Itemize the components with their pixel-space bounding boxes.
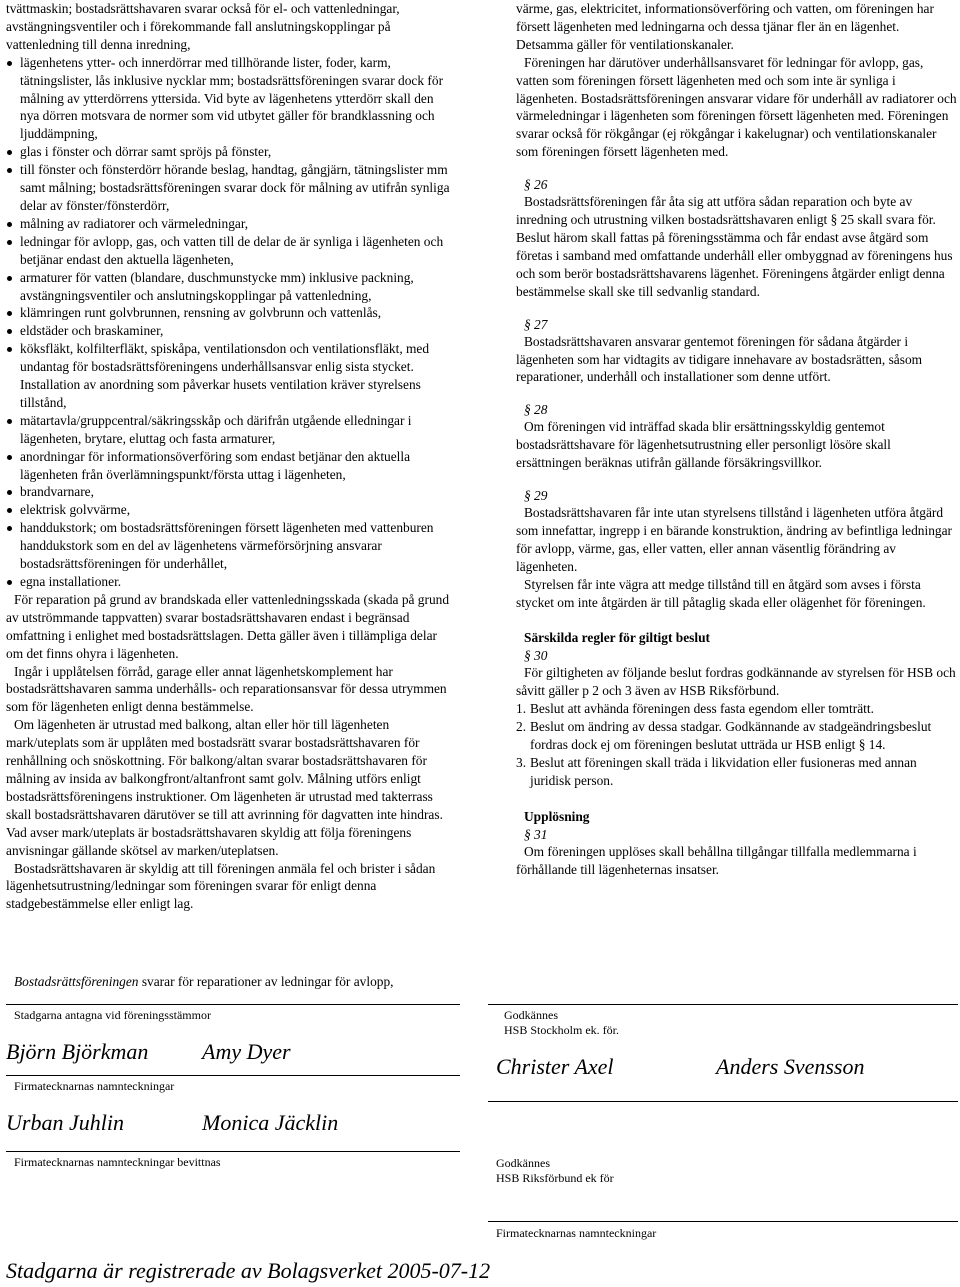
- section-number: § 28: [524, 402, 548, 418]
- list-item: [516, 754, 958, 790]
- signature-rule-2: [6, 1151, 460, 1152]
- list-number: 2.: [516, 719, 527, 735]
- approval-1-line-1: Godkännes: [504, 1008, 558, 1022]
- footer-rest: svarar för reparationer av ledningar för avlopp,: [138, 974, 394, 989]
- bullet-item: köksfläkt, kolfilterfläkt, spiskåpa, ventilationsdon och ventilationsfläkt, med undantag för bostadsrättsföreningens underhållsansvar enlig sista stycket. Installation av anordning som påverkar husets ventilation kräver styrelsens tillstånd,: [6, 340, 452, 412]
- approval-rule-top: [488, 1004, 958, 1005]
- numbered-list: [516, 700, 958, 790]
- bullet-item: till fönster och fönsterdörr hörande beslag, handtag, gångjärn, tätningslister mm samt målning; bostadsrättsföreningen svarar dock för målning av utifrån synliga delar av fönster/fönsterdörr,: [6, 161, 452, 215]
- signature-rule-1: [6, 1075, 460, 1076]
- section-number: § 30: [524, 648, 548, 664]
- paragraph: Om föreningen upplöses skall behållna tillgångar tillfalla medlemmarna i förhållande till lägenheternas insatser.: [516, 843, 917, 877]
- list-number: 3.: [516, 754, 527, 770]
- adopted-label: Stadgarna antagna vid föreningsstämmor: [14, 1008, 211, 1022]
- approval-rule-bottom: [488, 1221, 958, 1222]
- section-number: § 31: [524, 826, 548, 842]
- bullet-item: elektrisk golvvärme,: [6, 501, 452, 519]
- bullet-item: armaturer för vatten (blandare, duschmunstycke mm) inklusive packning, avstängningsventiler och anslutningskopplingar på vattenledning,: [6, 269, 452, 305]
- bullet-item: ledningar för avlopp, gas, och vatten till de delar de är synliga i lägenheten och betjänar endast den aktuella lägenheten,: [6, 233, 452, 269]
- signature-rule-top: [6, 1004, 460, 1005]
- paragraph: tvättmaskin; bostadsrättshavaren svarar också för el- och vattenledningar, avstängningsventiler och i förekommande fall anslutningskopplingar på vattenledning till denna inredning,: [6, 1, 400, 52]
- approval-2-line-1: Godkännes: [496, 1156, 550, 1170]
- section-number: § 29: [524, 488, 548, 504]
- list-number: 1.: [516, 701, 527, 717]
- signature-urban-juhlin: Urban Juhlin: [6, 1110, 124, 1135]
- bullet-item: glas i fönster och dörrar samt spröjs på fönster,: [6, 143, 452, 161]
- list-text: Beslut att avhända föreningen dess fasta egendom eller tomträtt.: [530, 701, 874, 717]
- bullet-item: brandvarnare,: [6, 483, 452, 501]
- paragraph: Bostadsrättshavaren är skyldig att till föreningen anmäla fel och brister i sådan lägenhetsutrustning/ledningar som föreningen svarar för enligt denna stadgebestämmelse eller enligt lag.: [6, 860, 436, 912]
- approval-rule-mid: [488, 1101, 958, 1102]
- list-item: [516, 718, 958, 754]
- left-column: [6, 0, 452, 913]
- section-number: § 26: [524, 177, 548, 193]
- paragraph: Bostadsrättshavaren ansvarar gentemot föreningen för sådana åtgärder i lägenheten som har vidtagits av tidigare innehavare av bostadsrätten, såsom reparationer, underhåll och installationer som denne utfört.: [516, 333, 923, 385]
- paragraph: Om lägenheten är utrustad med balkong, altan eller hör till lägenheten mark/uteplats som är upplåten med bostadsrätt svarar bostadsrättshavaren för renhållning och snöskottning. För balkong/altan svarar bostadsrättshavaren för målning av insida av balkongfront/altanfront samt golv. Målning utförs enligt bostadsrättsföreningens instruktioner. Om lägenheten är utrustad med takterrass skall bostadsrättshavaren därutöver se till att avrinning för dagvatten inte hindras. Vad avser mark/uteplats är bostadsrättshavaren skyldig att följa föreningens anvisningar gällande skötsel av marken/uteplatsen.: [6, 717, 443, 858]
- list-item: [516, 700, 958, 718]
- footer-lead: Bostadsrättsföreningen: [14, 974, 139, 989]
- paragraph: värme, gas, elektricitet, informationsöverföring och vatten, om föreningen har försett lägenheten med ledningarna och dessa tjänar fler än en lägenhet. Detsamma gäller för ventilationskanaler.: [516, 1, 934, 52]
- approval-1-line-2: HSB Stockholm ek. för.: [504, 1023, 620, 1037]
- list-text: Beslut att föreningen skall träda i likvidation eller fusioneras med annan juridisk person.: [530, 754, 917, 788]
- signature-caption-2: Firmatecknarnas namnteckningar bevittnas: [14, 1155, 221, 1169]
- signature-monica-jacklin: Monica Jäcklin: [202, 1110, 339, 1135]
- section-heading: Särskilda regler för giltigt beslut: [524, 630, 710, 646]
- signature-amy-dyer: Amy Dyer: [202, 1039, 291, 1064]
- signature-caption-1: Firmatecknarnas namnteckningar: [14, 1079, 175, 1093]
- paragraph: Ingår i upplåtelsen förråd, garage eller annat lägenhetskomplement har bostadsrättshavaren samma underhålls- och reparationsansvar för dessa utrymmen som för lägenheten enligt denna bestämmelse.: [6, 663, 447, 715]
- bullet-item: egna installationer.: [6, 573, 452, 591]
- paragraph: För reparation på grund av brandskada eller vattenledningsskada (skada på grund av utströmmande tappvatten) svarar bostadsrättshavaren endast i begränsad omfattning i enlighet med bostadsrättslagen. Detta gäller även i tillämpliga delar om det finns ohyra i lägenheten.: [6, 591, 450, 661]
- section-number: § 27: [524, 316, 548, 332]
- bullet-item: klämringen runt golvbrunnen, rensning av golvbrunn och vattenlås,: [6, 304, 452, 322]
- paragraph: För giltigheten av följande beslut fordras godkännande av styrelsen för HSB och såvitt gäller p 2 och 3 även av HSB Riksförbund.: [516, 665, 956, 699]
- section-heading: Upplösning: [524, 808, 590, 824]
- signature-anders-svensson: Anders Svensson: [716, 1054, 865, 1079]
- bullet-item: anordningar för informationsöverföring som endast betjänar den aktuella lägenheten från överlämningspunkt/första uttag i lägenheten,: [6, 448, 452, 484]
- paragraph: Om föreningen vid inträffad skada blir ersättningsskyldig gentemot bostadsrättshavare för lägenhetsutrustning eller personligt lösöre skall ersättningen beräknas utifrån gällande försäkringsvillkor.: [516, 419, 891, 471]
- list-text: Beslut om ändring av dessa stadgar. Godkännande av stadgeändringsbeslut fordras dock ej om föreningen beslutat utträda ur HSB enligt § 14.: [530, 719, 932, 752]
- bullet-item: målning av radiatorer och värmeledningar,: [6, 215, 452, 233]
- bullet-item: eldstäder och braskaminer,: [6, 322, 452, 340]
- signature-bjorn-bjorkman: Björn Björkman: [6, 1039, 149, 1064]
- paragraph: Styrelsen får inte vägra att medge tillstånd till en åtgärd som avses i första stycket om inte åtgärden är till påtaglig skada eller olägenhet för föreningen.: [516, 576, 926, 610]
- bullet-item: handdukstork; om bostadsrättsföreningen försett lägenheten med vattenburen handdukstork som en del av lägenhetens värmeförsörjning ansvarar bostadsrättsföreningen för underhållet,: [6, 519, 452, 573]
- signature-christer-axel: Christer Axel: [496, 1054, 614, 1079]
- paragraph: Bostadsrättshavaren får inte utan styrelsens tillstånd i lägenheten utföra åtgärd som innefattar, ingrepp i en bärande konstruktion, ändring av befintliga ledningar för avlopp, värme, gas, eller vatten, eller annan väsentlig förändring av lägenheten.: [516, 505, 953, 574]
- paragraph: Föreningen har därutöver underhållsansvaret för ledningar för avlopp, gas, vatten som föreningen försett lägenheten med och som inte är synliga i lägenheten. Bostadsrättsföreningen ansvarar vidare för underhåll av radiatorer och värmeledningar i lägenheten som föreningen försett lägenheten med. Föreningen svarar också för rökgångar (ej rökgångar i kakelugnar) och ventilationskanaler som föreningen försett lägenheten med.: [516, 54, 957, 160]
- signature-caption-3: Firmatecknarnas namnteckningar: [496, 1226, 657, 1240]
- registration-note: Stadgarna är registrerade av Bolagsverket 2005-07-12: [6, 1258, 491, 1283]
- bullet-item: lägenhetens ytter- och innerdörrar med tillhörande lister, foder, karm, tätningslister, lås inklusive nycklar mm; bostadsrättsföreningen svarar dock för målning av ytterdörrens yttersida. Vid byte av lägenhetens ytterdörr skall den nya dörren motsvara de normer som vid utbytet gäller för brandklassning och ljuddämpning,: [6, 54, 452, 144]
- right-column: [516, 0, 958, 878]
- bullet-item: mätartavla/gruppcentral/säkringsskåp och därifrån utgående elledningar i lägenheten, brytare, eluttag och fasta armaturer,: [6, 412, 452, 448]
- approval-2-line-2: HSB Riksförbund ek för: [496, 1171, 614, 1185]
- paragraph: Bostadsrättsföreningen får åta sig att utföra sådan reparation och byte av inredning och utrustning vilken bostadsrättshavaren enligt § 25 skall svara för. Beslut härom skall fattas på föreningsstämma och får endast avse åtgärd som företas i samband med omfattande underhåll eller ombyggnad av föreningens hus och som berör bostadsrättshavarens lägenhet. Föreningens åtgärder enligt denna bestämmelse skall ske till sedvanlig standard.: [516, 194, 953, 299]
- left-footer-line: [14, 973, 394, 991]
